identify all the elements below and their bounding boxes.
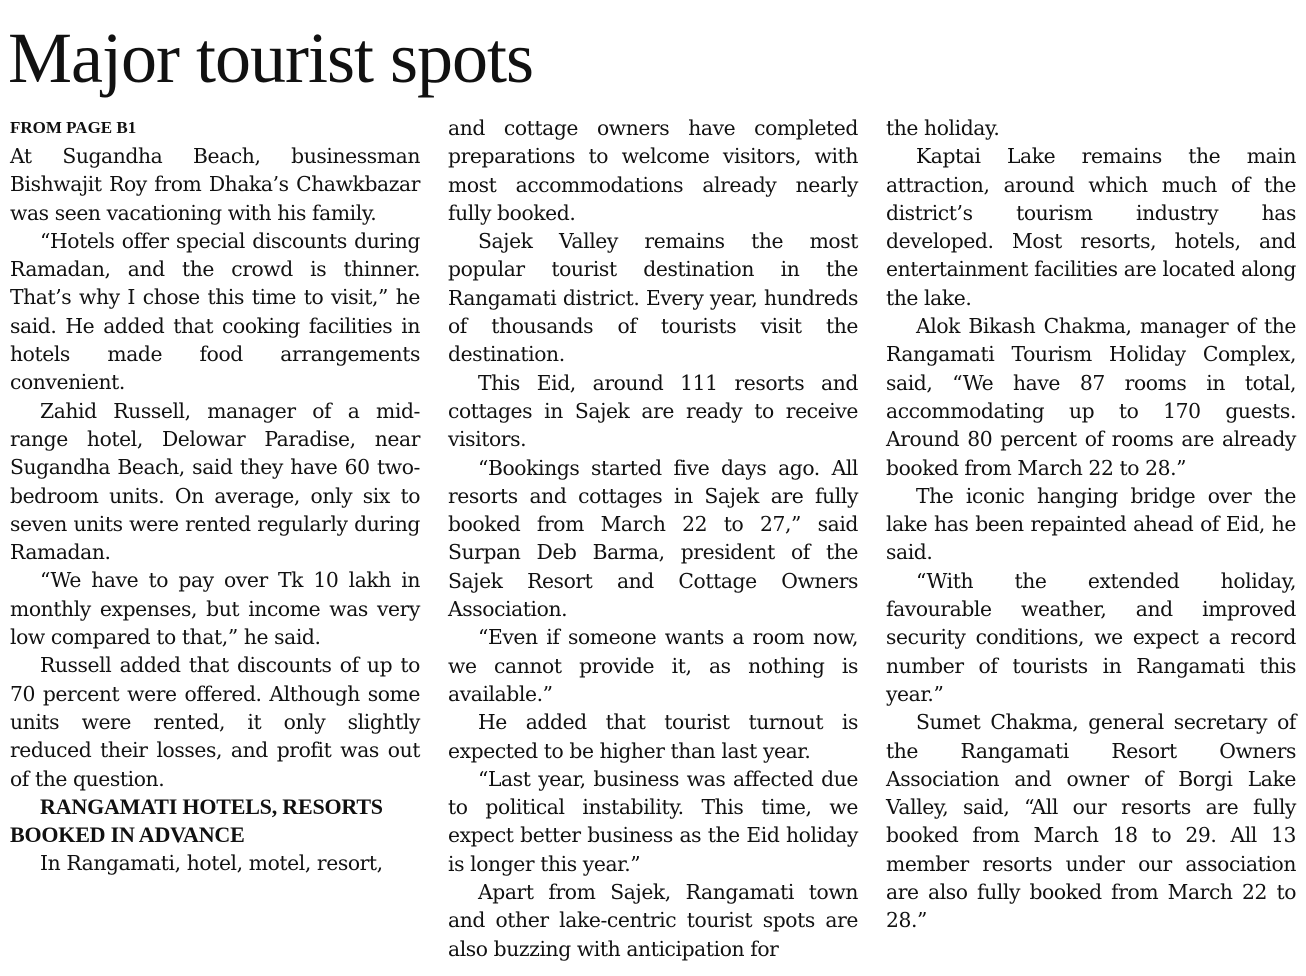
kicker: FROM PAGE B1: [10, 118, 137, 137]
subheading: RANGAMATI HOTELS, RESORTS BOOKED IN ADVANCE: [10, 793, 383, 848]
paragraph: “Hotels offer special discounts during Ramadan, and the crowd is thinner. That’s why I chose this time to visit,” he said. He added that cooking facilities in hotels made food arrangements convenient.: [10, 228, 420, 395]
paragraph: the holiday.: [886, 116, 1000, 140]
paragraph: The iconic hanging bridge over the lake has been repainted ahead of Eid, he said.: [886, 483, 1296, 565]
headline: Major tourist spots: [8, 18, 534, 98]
article-column-1: [10, 114, 420, 878]
paragraph: He added that tourist turnout is expected to be higher than last year.: [448, 710, 858, 763]
paragraph: Kaptai Lake remains the main attraction, around which much of the district’s tourism industry has developed. Most resorts, hotels, and entertainment facilities are located along the lake.: [886, 144, 1296, 310]
article-column-3: [886, 114, 1296, 935]
paragraph: “Last year, business was affected due to political instability. This time, we expect better business as the Eid holiday is longer this year.”: [448, 766, 858, 876]
paragraph: At Sugandha Beach, businessman Bishwajit Roy from Dhaka’s Chawkbazar was seen vacationing with his family.: [10, 144, 420, 225]
article-column-2: [448, 114, 858, 963]
paragraph: Apart from Sajek, Rangamati town and other lake-centric tourist spots are also buzzing with anticipation for: [448, 880, 858, 961]
paragraph: This Eid, around 111 resorts and cottages in Sajek are ready to receive visitors.: [448, 370, 858, 452]
paragraph: In Rangamati, hotel, motel, resort,: [40, 851, 383, 876]
paragraph: Sajek Valley remains the most popular tourist destination in the Rangamati district. Every year, hundreds of thousands of tourists visit the destination.: [448, 229, 858, 367]
paragraph: Alok Bikash Chakma, manager of the Rangamati Tourism Holiday Complex, said, “We have 87 rooms in total, accommodating up to 170 guests. Around 80 percent of rooms are already booked from March 22 to 28.”: [886, 314, 1296, 480]
paragraph: Russell added that discounts of up to 70 percent were offered. Although some units were rented, it only slightly reduced their losses, and profit was out of the question.: [10, 653, 420, 791]
paragraph: “We have to pay over Tk 10 lakh in monthly expenses, but income was very low compared to that,” he said.: [10, 568, 420, 650]
paragraph: “Bookings started five days ago. All resorts and cottages in Sajek are fully booked from March 22 to 27,” said Surpan Deb Barma, president of the Sajek Resort and Cottage Owners Association.: [448, 455, 858, 622]
paragraph: “Even if someone wants a room now, we cannot provide it, as nothing is available.”: [448, 625, 858, 706]
paragraph: Zahid Russell, manager of a mid-range hotel, Delowar Paradise, near Sugandha Beach, said they have 60 two-bedroom units. On average, only six to seven units were rented regularly during Ramadan.: [10, 398, 420, 565]
paragraph: “With the extended holiday, favourable weather, and improved security conditions, we expect a record number of tourists in Rangamati this year.”: [886, 568, 1296, 706]
paragraph: and cottage owners have completed preparations to welcome visitors, with most accommodations already nearly fully booked.: [448, 116, 858, 225]
paragraph: Sumet Chakma, general secretary of the Rangamati Resort Owners Association and owner of Borgi Lake Valley, said, “All our resorts are fully booked from March 18 to 29. All 13 member resorts under our association are also fully booked from March 22 to 28.”: [886, 710, 1296, 933]
